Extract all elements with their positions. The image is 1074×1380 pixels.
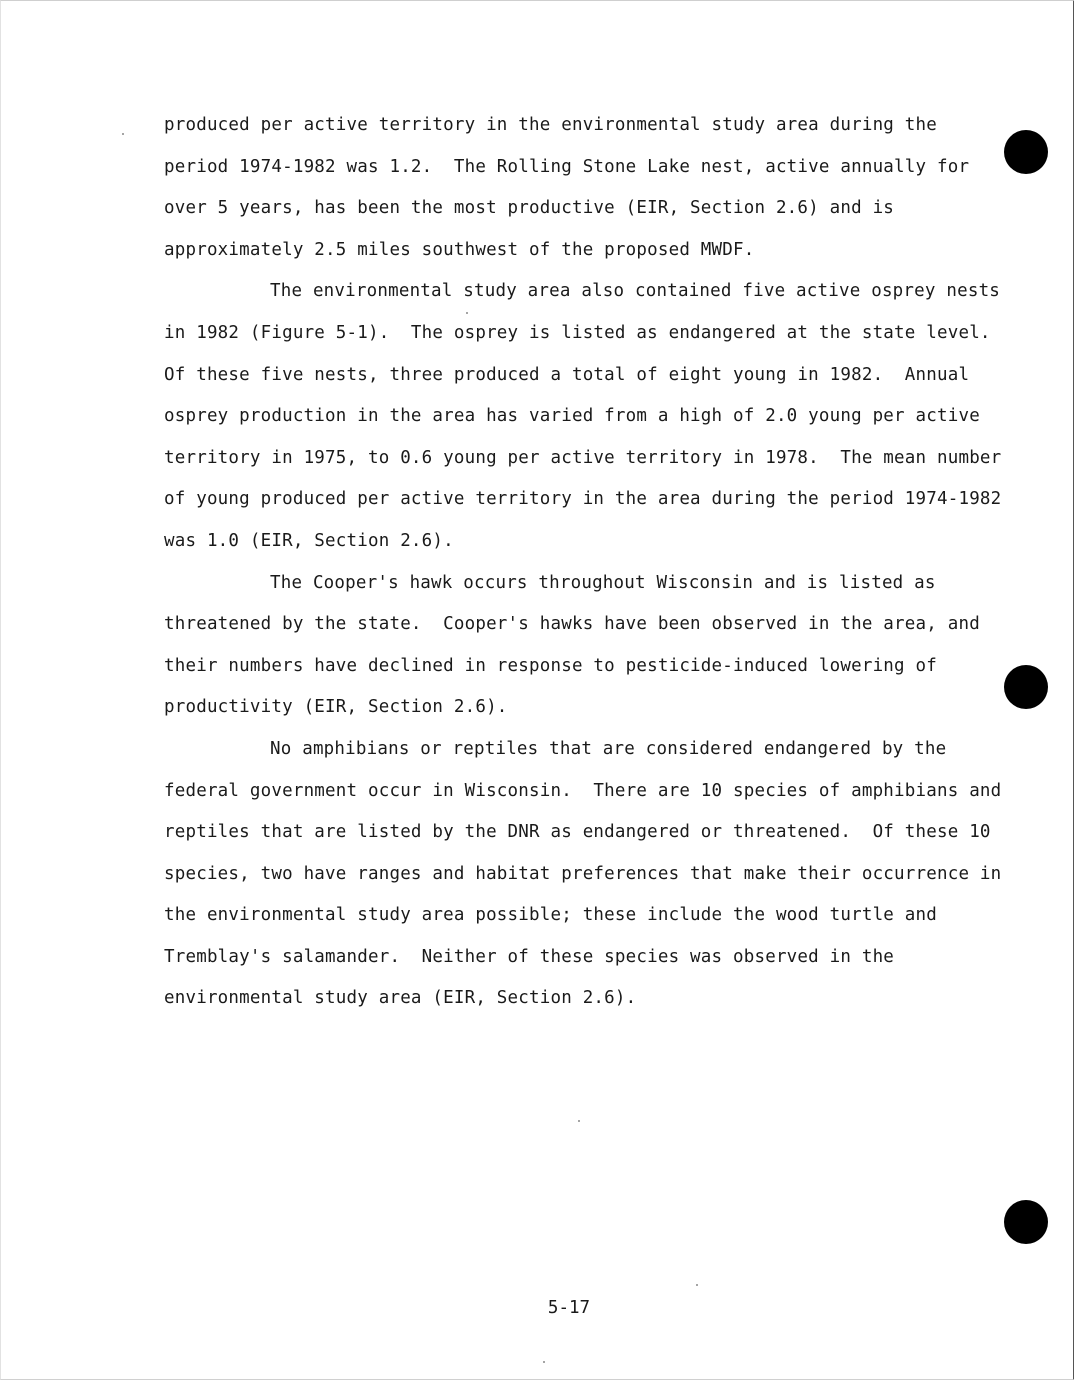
punch-hole-bottom — [1004, 1200, 1048, 1244]
paragraph-2-line-2: in 1982 (Figure 5-1). The osprey is listed as endangered at the state level. — [164, 322, 991, 343]
paragraph-3-line-2: threatened by the state. Cooper's hawks have been observed in the area, and — [164, 614, 980, 635]
paragraph-3-line-4: productivity (EIR, Section 2.6). — [164, 697, 508, 718]
paragraph-2-line-1: The environmental study area also contained five active osprey nests — [270, 281, 1001, 302]
paragraph-2-line-5: territory in 1975, to 0.6 young per active territory in 1978. The mean number — [164, 447, 1002, 468]
paragraph-4-line-2: federal government occur in Wisconsin. There are 10 species of amphibians and — [164, 780, 1002, 801]
punch-hole-middle — [1004, 665, 1048, 709]
paragraph-4-line-1: No amphibians or reptiles that are considered endangered by the — [270, 738, 947, 759]
page-number: 5-17 — [547, 1298, 591, 1318]
scan-speck — [466, 312, 468, 314]
paragraph-4-line-3: reptiles that are listed by the DNR as endangered or threatened. Of these 10 — [164, 822, 991, 843]
paragraph-1-line-2: period 1974-1982 was 1.2. The Rolling Stone Lake nest, active annually for — [164, 156, 970, 177]
scan-speck — [578, 1120, 580, 1122]
paragraph-4-line-7: environmental study area (EIR, Section 2.6). — [164, 988, 637, 1009]
paragraph-3-line-3: their numbers have declined in response to pesticide-induced lowering of — [164, 655, 937, 676]
scan-speck — [696, 1284, 698, 1286]
paragraph-2-line-4: osprey production in the area has varied from a high of 2.0 young per active — [164, 406, 980, 427]
scan-speck — [543, 1361, 545, 1363]
scan-speck — [122, 133, 124, 135]
paragraph-4-line-6: Tremblay's salamander. Neither of these species was observed in the — [164, 946, 895, 967]
paragraph-3-line-1: The Cooper's hawk occurs throughout Wisconsin and is listed as — [270, 572, 936, 593]
paragraph-4-line-5: the environmental study area possible; these include the wood turtle and — [164, 905, 937, 926]
paragraph-1-line-4: approximately 2.5 miles southwest of the proposed MWDF. — [164, 239, 755, 260]
punch-hole-top — [1004, 130, 1048, 174]
paragraph-2-line-3: Of these five nests, three produced a total of eight young in 1982. Annual — [164, 364, 970, 385]
paragraph-1-line-3: over 5 years, has been the most productive (EIR, Section 2.6) and is — [164, 198, 895, 219]
paragraph-2-line-6: of young produced per active territory in the area during the period 1974-1982 — [164, 489, 1002, 510]
paragraph-1-line-1: produced per active territory in the environmental study area during the — [164, 115, 937, 135]
paragraph-2-line-7: was 1.0 (EIR, Section 2.6). — [164, 530, 454, 551]
paragraph-4-line-4: species, two have ranges and habitat preferences that make their occurrence in — [164, 863, 1002, 884]
document-body — [164, 105, 1002, 1020]
